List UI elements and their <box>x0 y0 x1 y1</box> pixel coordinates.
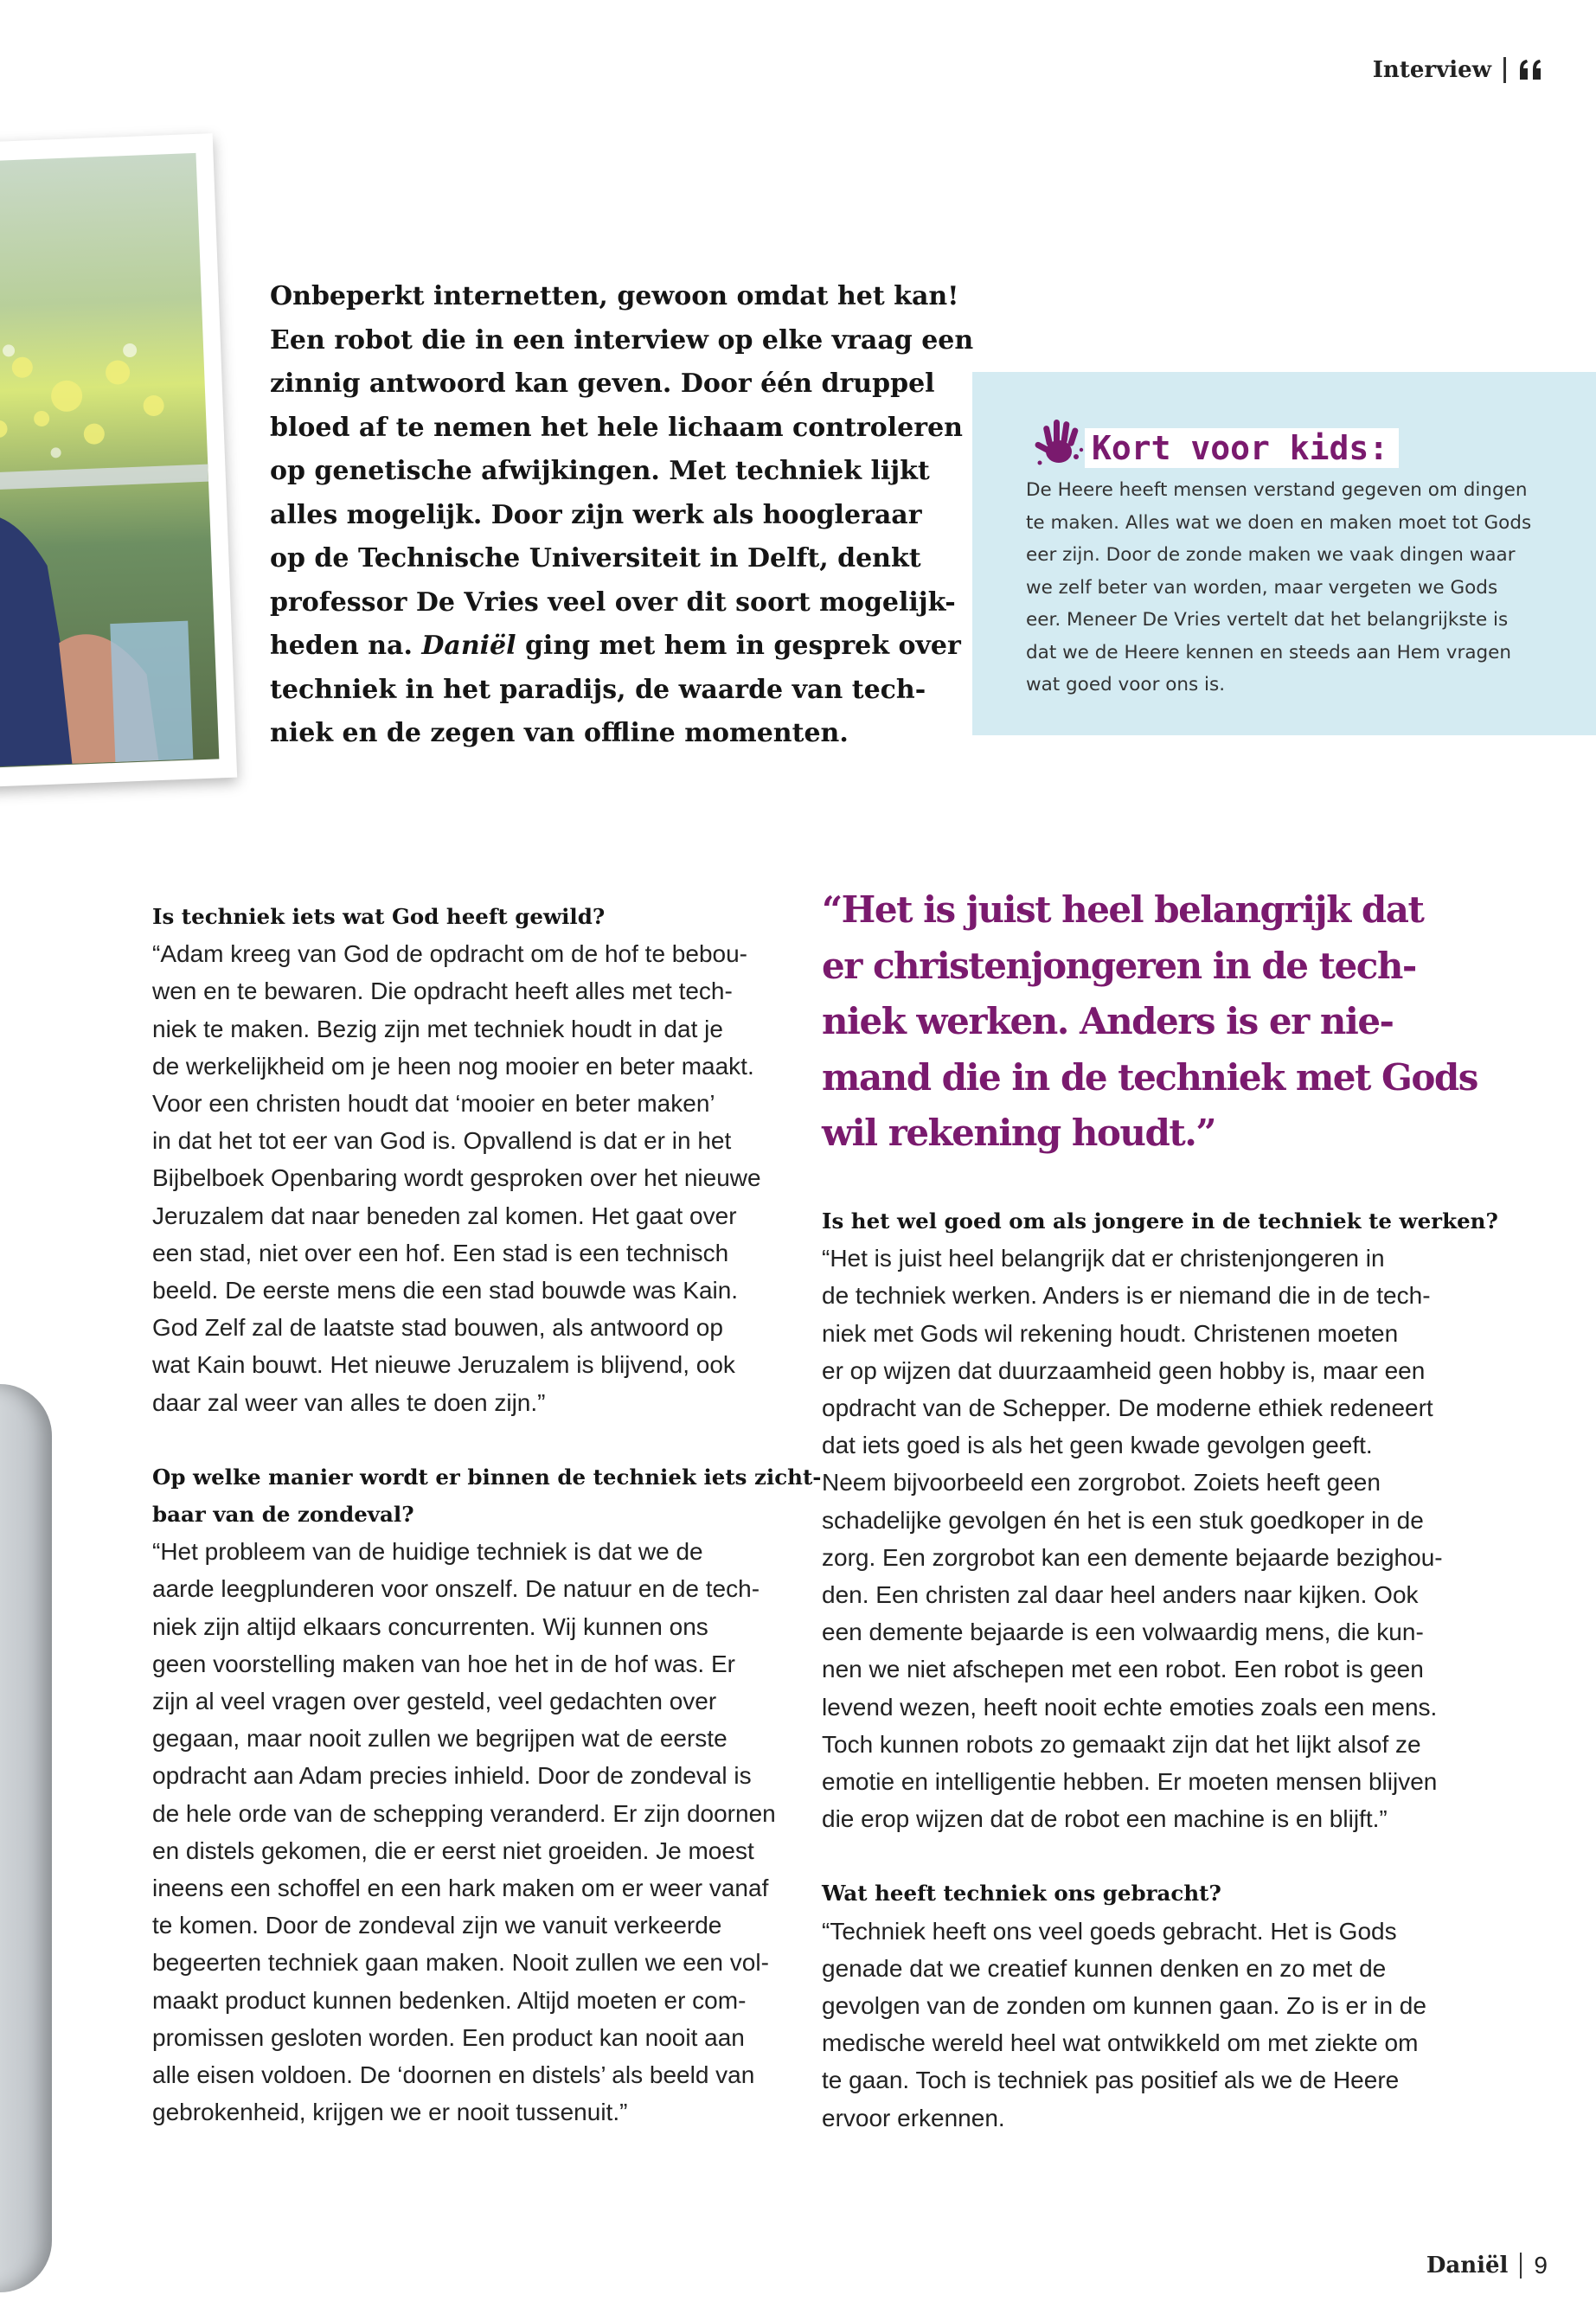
answer-1: “Adam kreeg van God de opdracht om de hof te bebou- wen en te bewaren. Die opdracht heeft alles met tech- niek te maken. Bezig zijn met techniek houdt in dat je de werkelijkheid om je heen nog mooier en beter maakt. Voor een christen houdt dat ‘mooier en beter maken’ in dat het tot eer van God is. Opvallend is dat er in het Bijbelboek Openbaring wordt gesproken over het nieuwe Jeruzalem dat naar beneden zal komen. Het gaat over een stad, niet over een hof. Een stad is een technisch beeld. De eerste mens die een stad bouwde was Kain. God Zelf zal de laatste stad bouwen, als antwoord op wat Kain bouwt. Het nieuwe Jeruzalem is blijvend, ook daar zal weer van alles te doen zijn.” <box>152 940 761 1416</box>
section-header <box>1373 57 1544 83</box>
robot-figure <box>0 1384 52 2292</box>
page-number: 9 <box>1534 2252 1548 2279</box>
footer-divider <box>1520 2253 1522 2279</box>
pull-quote: “Het is juist heel belangrijk dat er christenjongeren in de tech- niek werken. Anders is er nie- mand die in de techniek met Gods wil rekening houdt.” <box>822 888 1477 1154</box>
question-1: Is techniek iets wat God heeft gewild? <box>152 904 606 929</box>
kids-title: Kort voor kids: <box>1085 428 1399 468</box>
left-column <box>152 898 822 2131</box>
interview-photo <box>0 133 237 788</box>
kids-text: De Heere heeft mensen verstand gegeven om dingen te maken. Alles wat we doen en maken moet tot Gods eer zijn. Door de zonde maken we vaak dingen waar we zelf beter van worden, maar vergeten we Gods eer. Meneer De Vries vertelt dat het belangrijkste is dat we de Heere kennen en steeds aan Hem vragen wat goed voor ons is. <box>1026 479 1532 695</box>
answer-3: “Het is juist heel belangrijk dat er christenjongeren in de techniek werken. Anders is er niemand die in de tech- niek met Gods wil rekening houdt. Christenen moeten er op wijzen dat duurzaamheid geen hobby is, maar een opdracht van de Schepper. De moderne ethiek redeneert dat iets goed is als het geen kwade gevolgen geeft. Neem bijvoorbeeld een zorgrobot. Zoiets heeft geen schadelijke gevolgen én het is een stuk goedkoper in de zorg. Een zorgrobot kan een demente bejaarde bezighou- den. Een christen zal daar heel anders naar kijken. Ook een demente bejaarde is een volwaardig mens, die kun- nen we niet afschepen met een robot. Een robot is geen levend wezen, heeft nooit echte emoties zoals een mens. Toch kunnen robots zo gemaakt zijn dat het lijkt alsof ze emotie en intelligentie hebben. Er moeten mensen blijven die erop wijzen dat de robot een machine is en blijft.” <box>822 1245 1443 1833</box>
footer-magazine: Daniël <box>1426 2253 1509 2279</box>
right-column <box>822 1202 1498 2137</box>
question-2: Op welke manier wordt er binnen de techniek iets zicht- baar van de zondeval? <box>152 1464 822 1528</box>
section-label: Interview <box>1372 57 1491 83</box>
answer-2: “Het probleem van de huidige techniek is dat we de aarde leegplunderen voor onszelf. De natuur en de tech- niek zijn altijd elkaars concurrenten. Wij kunnen ons geen voorstelling maken van hoe het in de hof was. Er zijn al veel vragen over gesteld, veel gedachten over gegaan, maar nooit zullen we begrijpen wat de eerste opdracht aan Adam precies inhield. Door de zondeval is de hele orde van de schepping veranderd. Er zijn doornen en distels gekomen, die er eerst niet groeiden. Je moest ineens een schoffel en een hark maken om er weer vanaf te komen. Door de zondeval zijn we vanuit verkeerde begeerten techniek gaan maken. Nooit zullen we een vol- maakt product kunnen bedenken. Altijd moeten er com- promissen gesloten worden. Een product kan nooit aan alle eisen voldoen. De ‘doornen en distels’ als beeld van gebrokenheid, krijgen we er nooit tussenuit.” <box>152 1538 776 2126</box>
kids-heading <box>1033 415 1399 480</box>
question-4: Wat heeft techniek ons gebracht? <box>822 1881 1221 1907</box>
quote-marks-icon <box>1518 59 1544 81</box>
question-3: Is het wel goed om als jongere in de techniek te werken? <box>822 1208 1498 1234</box>
photo-image <box>0 153 219 769</box>
magazine-name: Daniël <box>421 631 516 661</box>
kids-box <box>972 372 1596 735</box>
intro-paragraph <box>270 275 974 756</box>
header-divider <box>1503 57 1506 83</box>
intro-text-end: ging met hem in gesprek over techniek in het paradijs, de waarde van tech- niek en de zegen van offline momenten. <box>270 631 961 748</box>
answer-4: “Techniek heeft ons veel goeds gebracht. Het is Gods genade dat we creatief kunnen denken en zo met de gevolgen van de zonden om kunnen gaan. Zo is er in de medische wereld heel wat ontwikkeld om met ziekte om te gaan. Toch is techniek pas positief als we de Heere ervoor erkennen. <box>822 1917 1426 2131</box>
intro-text: Onbeperkt internetten, gewoon omdat het kan! Een robot die in een interview op elke vraag een zinnig antwoord kan geven. Door één druppel bloed af te nemen het hele lichaam controleren op genetische afwijkingen. Met techniek lijkt alles mogelijk. Door zijn werk als hoogleraar op de Technische Universiteit in Delft, denkt professor De Vries veel over dit soort mogelijk- heden na. <box>270 281 974 661</box>
page-footer <box>1426 2252 1548 2279</box>
handprint-icon <box>1033 415 1090 480</box>
